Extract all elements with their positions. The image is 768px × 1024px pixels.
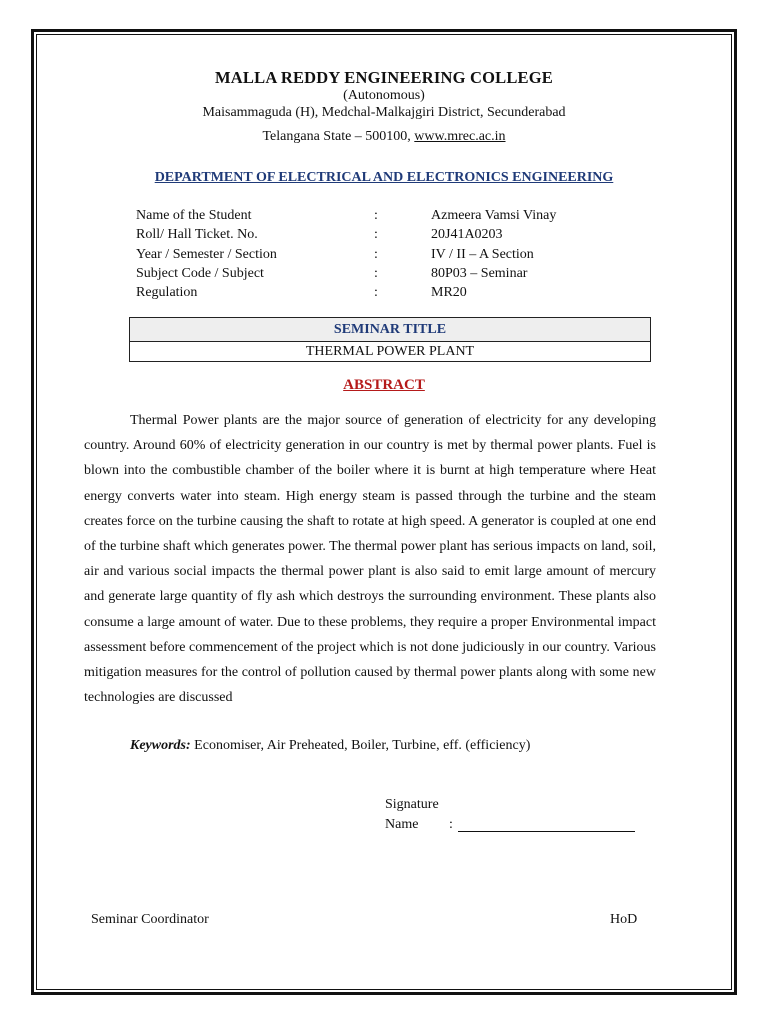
seminar-title-heading: SEMINAR TITLE bbox=[130, 318, 650, 342]
info-row-subject bbox=[136, 264, 636, 283]
abstract-heading: ABSTRACT bbox=[343, 377, 425, 393]
address-line-1: Maisammaguda (H), Medchal-Malkajgiri District, Secunderabad bbox=[202, 105, 566, 120]
info-value: IV / II – A Section bbox=[431, 246, 534, 262]
info-separator: : bbox=[374, 208, 378, 223]
seminar-coordinator-label: Seminar Coordinator bbox=[91, 912, 209, 927]
name-blank-line bbox=[458, 831, 635, 832]
info-label: Subject Code / Subject bbox=[136, 265, 264, 281]
keywords-label: Keywords: bbox=[130, 738, 191, 753]
address-line-2 bbox=[0, 129, 768, 145]
seminar-title-value: THERMAL POWER PLANT bbox=[305, 344, 475, 359]
info-value: 20J41A0203 bbox=[431, 227, 503, 243]
info-label: Regulation bbox=[136, 285, 198, 301]
department-heading: DEPARTMENT OF ELECTRICAL AND ELECTRONICS ENGINEERING bbox=[154, 170, 614, 185]
info-value: Azmeera Vamsi Vinay bbox=[431, 208, 557, 223]
hod-label: HoD bbox=[610, 912, 638, 927]
name-colon: : bbox=[449, 817, 453, 832]
website-link[interactable]: www.mrec.ac.in bbox=[414, 129, 506, 144]
info-row-year bbox=[136, 245, 636, 264]
college-name: MALLA REDDY ENGINEERING COLLEGE bbox=[215, 68, 553, 87]
info-label: Name of the Student bbox=[136, 208, 252, 223]
info-separator: : bbox=[374, 227, 378, 243]
info-label: Roll/ Hall Ticket. No. bbox=[136, 227, 258, 243]
info-value: MR20 bbox=[431, 285, 467, 301]
info-row-name bbox=[136, 206, 636, 225]
signature-label: Signature bbox=[385, 797, 439, 812]
keywords-list: Economiser, Air Preheated, Boiler, Turbine, eff. (efficiency) bbox=[190, 738, 531, 753]
seminar-title-box bbox=[129, 317, 651, 362]
address-line-2-text: Telangana State – 500100, bbox=[262, 129, 415, 144]
student-info bbox=[136, 206, 636, 302]
info-separator: : bbox=[374, 246, 378, 262]
name-label: Name bbox=[385, 817, 419, 832]
keywords-line bbox=[130, 738, 530, 754]
info-separator: : bbox=[374, 285, 378, 301]
info-separator: : bbox=[374, 265, 378, 281]
abstract-text: Thermal Power plants are the major source of generation of electricity for any developing country. Around 60% of electricity generation in our country is met by thermal power plants. Fuel is blown into the combustible chamber of the boiler where it is burnt at high temperature where Heat energy converts water into steam. High energy steam is passed through the turbine and the steam creates force on the turbine causing the shaft to rotate at high speed. A generator is coupled at one end of the turbine shaft which generates power. The thermal power plant has serious impacts on land, soil, air and various social impacts the thermal power plant is also said to emit large amount of mercury and generate large quantity of fly ash which destroys the surrounding environment. These plants also consume a large amount of water. Due to these problems, they require a proper Environmental impact assessment before commencement of the project which is not done judiciously in our country. Various mitigation measures for the control of pollution caused by thermal power plants along with some new technologies are discussed bbox=[84, 413, 656, 706]
info-value: 80P03 – Seminar bbox=[431, 265, 528, 281]
info-row-regulation bbox=[136, 283, 636, 302]
info-row-roll bbox=[136, 225, 636, 244]
info-label: Year / Semester / Section bbox=[136, 246, 277, 262]
autonomous-label: (Autonomous) bbox=[343, 88, 425, 103]
name-row bbox=[385, 817, 453, 833]
